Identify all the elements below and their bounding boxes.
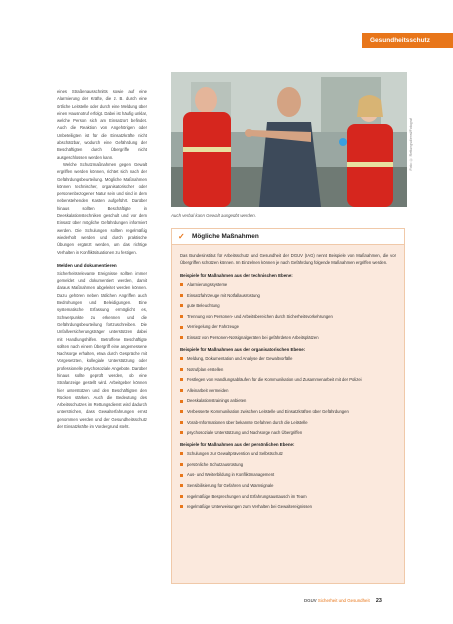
list-item: Deeskalationstrainings anbieten (180, 397, 396, 404)
list-item: Vorab-Informationen über bekannte Gefahren durch die Leitstelle (180, 419, 396, 426)
list-item: Verbesserte Kommunikation zwischen Leitstelle und Einsatzkräften über Gefährdungen (180, 408, 396, 415)
list-item: Sensibilisierung für Gefahren und Warnsignale (180, 482, 396, 489)
page-number: 23 (375, 598, 382, 604)
left-column (57, 88, 147, 430)
section-title: Beispiele für Maßnahmen aus der technischen Ebene: (180, 273, 293, 278)
list-item: psychosoziale Unterstützung und Nachsorge nach Übergriffen (180, 429, 396, 436)
list-item: Alarmierungssysteme (180, 281, 396, 288)
list-item: Trennung von Personen- und Arbeitsbereichen durch Sicherheitsvorkehrungen (180, 313, 396, 320)
photo (171, 72, 407, 207)
page-footer (304, 598, 382, 604)
check-icon: ✓ (178, 231, 185, 241)
list-item: Aus- und Weiterbildung in Konfliktmanagement (180, 471, 396, 478)
list-item: Einsatzfahrzeuge mit Notfallausrüstung (180, 292, 396, 299)
subheading: Melden und dokumentieren (57, 262, 117, 268)
box-intro: Das Bundesinstitut für Arbeitsschutz und Gesundheit der DGUV (IAG) nennt Beispiele von Maßnahmen, die vor Übergriffen schützen können. Im Einzelnen können je nach Gefährdung folgende Maßnahmen ergriffen werden. (180, 253, 396, 265)
body-paragraph: Sicherheitsrelevante Ereignisse sollten immer gemeldet und dokumentiert werden, damit daraus Maßnahmen abgeleitet werden können. Dazu gehören neben tätlichen Angriffen auch Bedrohungen und Beleidigungen. Eine systematische Erfassung ermöglicht es, Schwerpunkte zu erkennen und die Gefährdungsbeurteilung fortzuschreiben. Die Unfallversicherungsträger unterstützen dabei mit Handlungshilfen. Betroffene Beschäftigte sollten nach einem Übergriff eine angemessene Nachsorge erhalten, etwa durch Gespräche mit Vorgesetzten, kollegiale Unterstützung oder professionelle psychosoziale Angebote. Darüber hinaus sollte geprüft werden, ob eine Strafanzeige gestellt wird. Arbeitgeber können hier unterstützen und den Beschäftigten den Rücken stärken. Auch die Bedeutung des Arbeitsschutzes im Rettungsdienst wird dadurch unterstrichen, dass Gewalterfahrungen ernst genommen werden und der Gesundheitsschutz der Einsatzkräfte im Vordergrund steht. (57, 270, 147, 430)
box-header (172, 229, 404, 245)
list-item: Notrufplan erstellen (180, 366, 396, 373)
section-tab: Gesundheitsschutz (362, 33, 453, 48)
box-body (172, 245, 404, 510)
bullet-list (180, 281, 396, 341)
measures-box (171, 228, 405, 584)
list-item: regelmäßige Unterweisungen zum Verhalten bei Gewaltereignissen (180, 503, 396, 510)
list-item: regelmäßige Besprechungen und Erfahrungsaustausch im Team (180, 493, 396, 500)
body-paragraph: Welche Schutzmaßnahmen gegen Gewalt ergriffen werden können, richtet sich nach der Gefährdungsbeurteilung. Mögliche Maßnahmen können technischer, organisatorischer oder personenbezogener Natur sein und sind in dem nebenstehenden Kasten aufgeführt. Darüber hinaus sollten Beschäftigte in Deeskalationstechniken geschult und vor dem Einsatz über mögliche Gefährdungen informiert werden. Die Schulungen sollten regelmäßig wiederholt werden und durch praktische Übungen ergänzt werden, um das richtige Verhalten in Konfliktsituationen zu festigen. (57, 161, 147, 255)
list-item: persönliche Schutzausrüstung (180, 461, 396, 468)
photo-illustration (171, 72, 407, 207)
bullet-list (180, 450, 396, 510)
list-item: gute Beleuchtung (180, 302, 396, 309)
list-item: Alleinarbeit vermeiden (180, 387, 396, 394)
section-title: Beispiele für Maßnahmen aus der organisatorischen Ebene: (180, 346, 306, 352)
photo-credit: Foto: © Rettungsdienst/Fotograf (409, 118, 413, 171)
body-paragraph: eines Straßenausschnitts sowie auf eine Alarmierung der Kräfte, die z. B. durch eine örtliche Leitstelle oder durch eine Meldung über einen Hausnotruf erfolgt. Dabei ist häufig unklar, welche Person sich am Einsatzort befindet. Auch die Reaktion von Angehörigen oder Unbeteiligten ist für die Einsatzkräfte nicht abschätzbar, wodurch eine Gefährdung der Beschäftigten durch Übergriffe nicht ausgeschlossen werden kann. (57, 89, 147, 160)
section-title: Beispiele für Maßnahmen aus der persönlichen Ebene: (180, 442, 295, 448)
photo-caption: Auch verbal kann Gewalt ausgeübt werden. (171, 213, 256, 218)
box-title: Mögliche Maßnahmen (192, 233, 259, 240)
list-item: Einsatz von Personen-Notsignalgeräten bei gefährdeten Arbeitsplätzen (180, 334, 396, 341)
list-item: Festlegen von Handlungsabläufen für die Kommunikation und Zusammenarbeit mit der Polizei (180, 376, 396, 383)
list-item: Meldung, Dokumentation und Analyse der Gewaltvorfälle (180, 355, 396, 362)
footer-title: Sicherheit und Gesundheit (317, 598, 370, 603)
bullet-list (180, 355, 396, 436)
list-item: Schulungen zur Gewaltprävention und Selbstschutz (180, 450, 396, 457)
list-item: Verriegelung der Fahrzeuge (180, 323, 396, 330)
footer-brand: DGUV (304, 598, 317, 603)
